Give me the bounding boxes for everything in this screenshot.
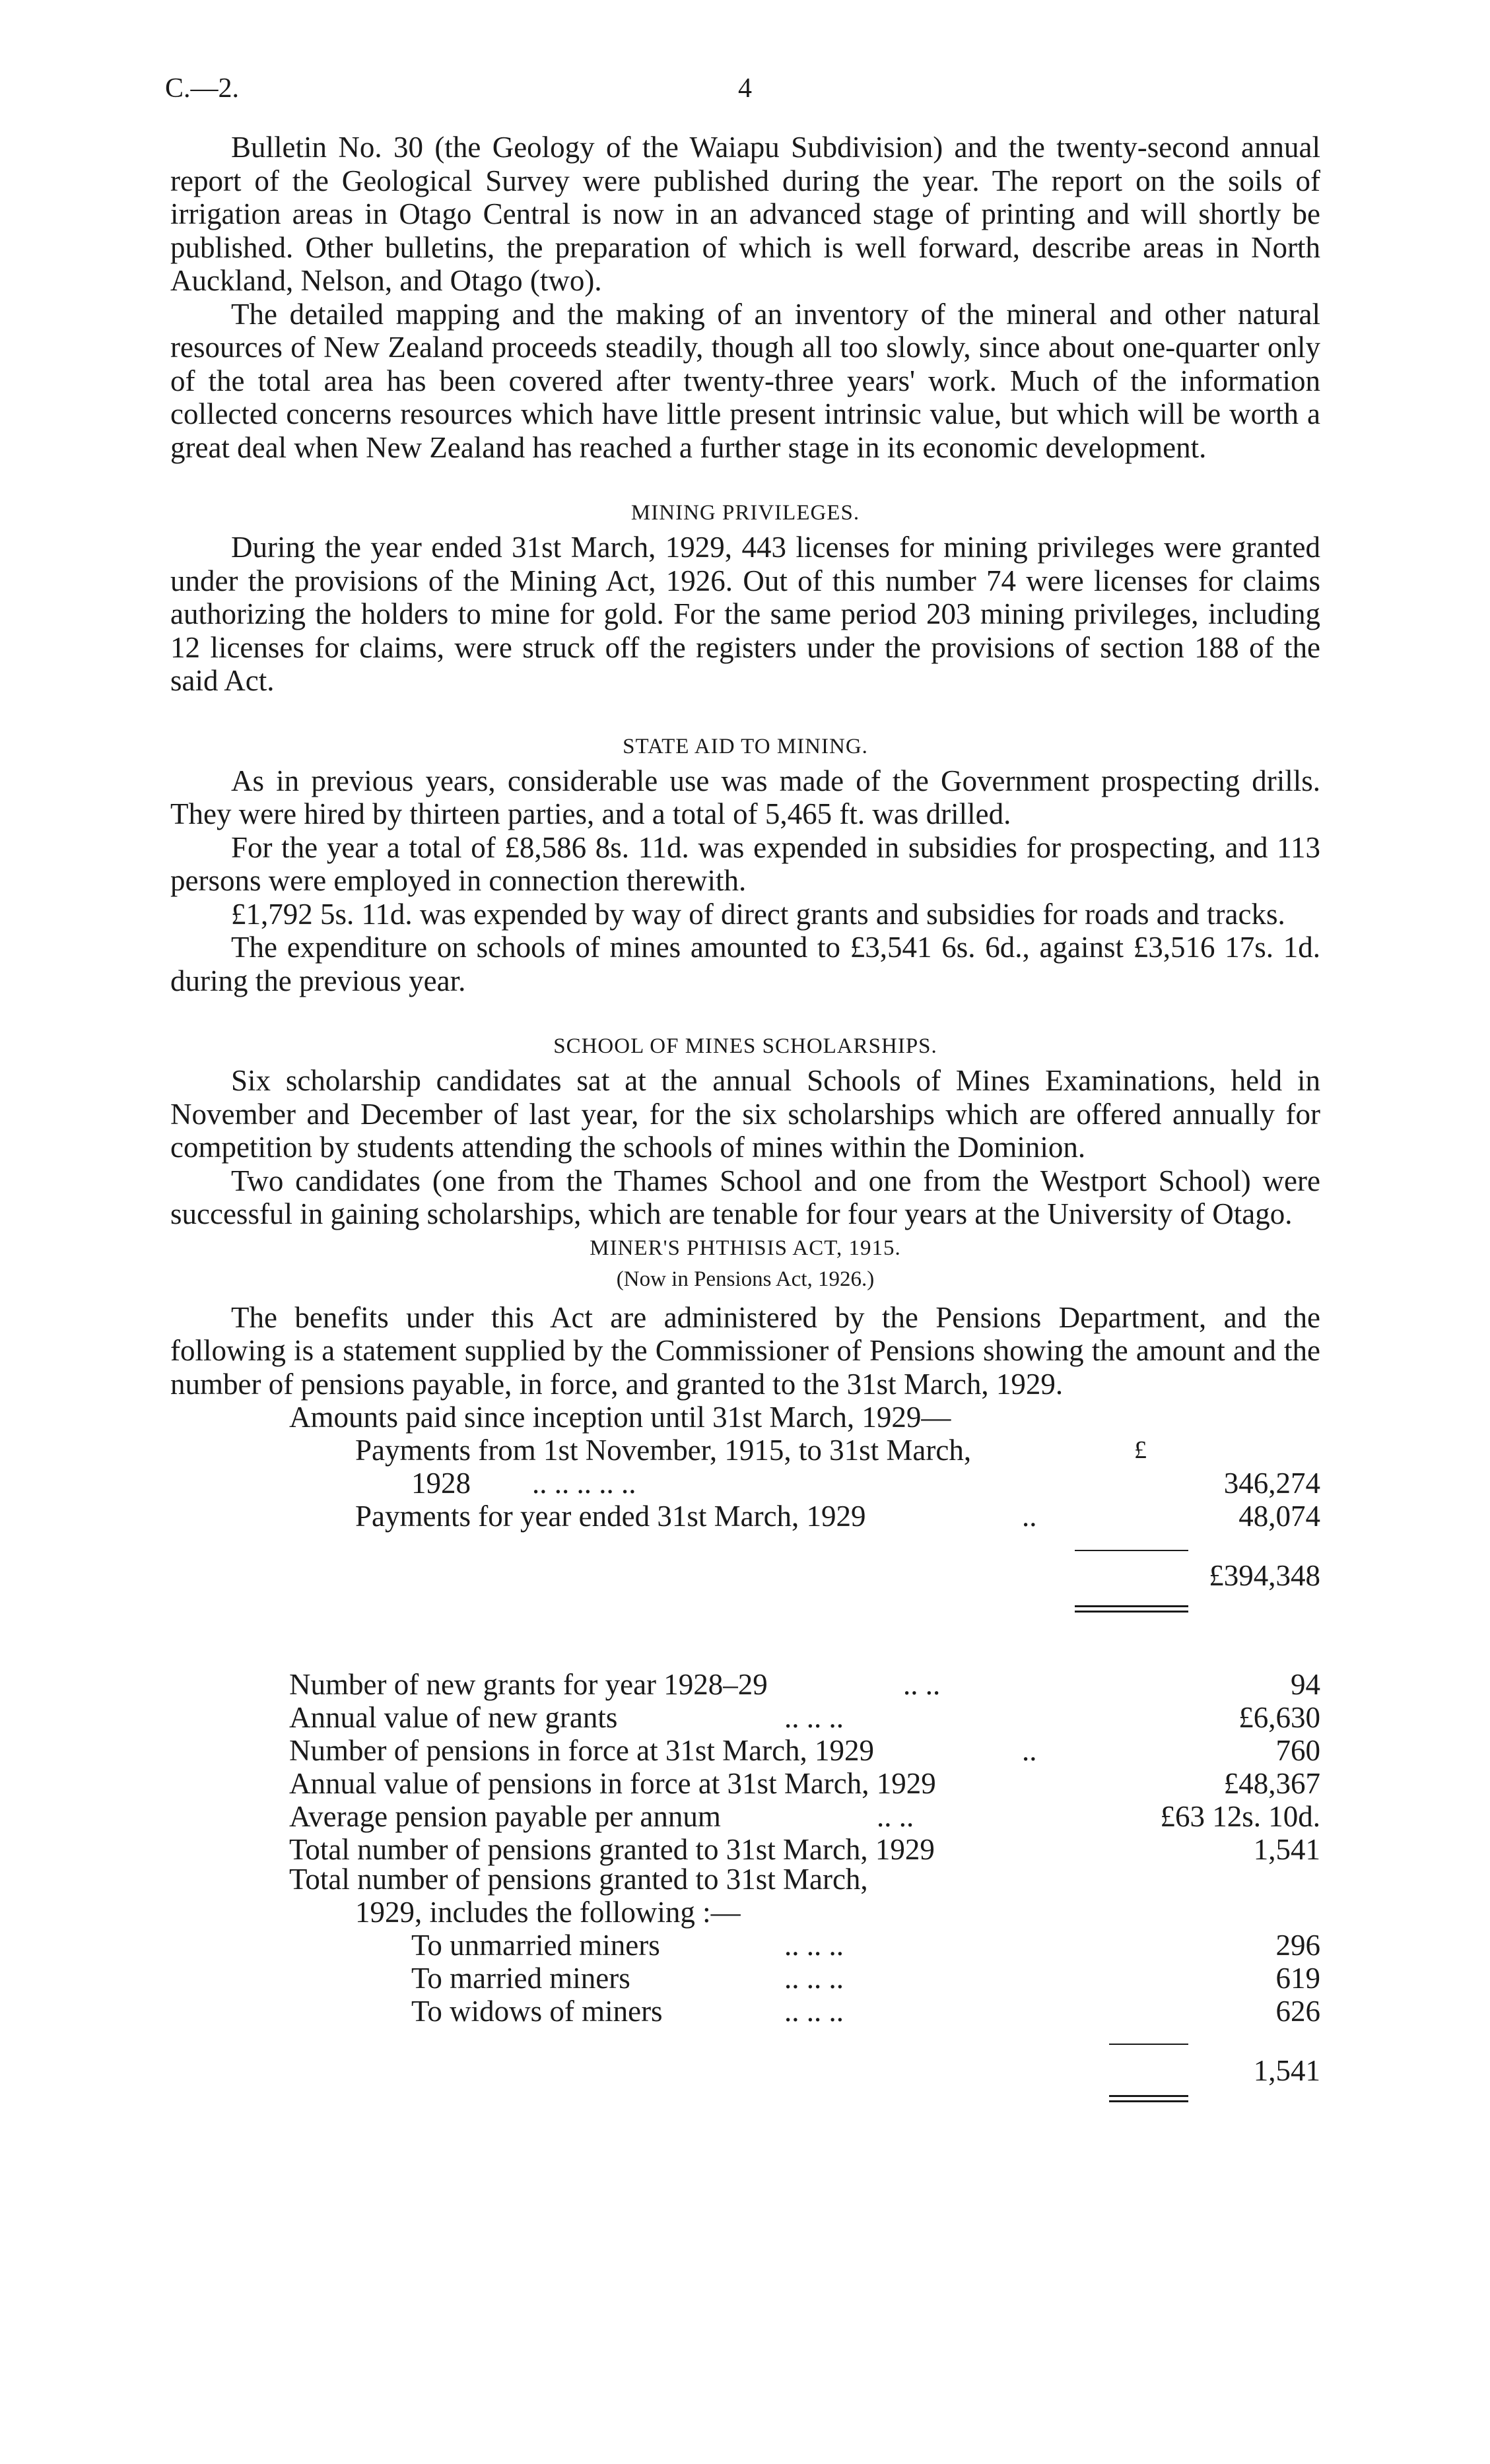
stat-label: Annual value of new grants — [289, 1701, 618, 1734]
stat-leaders: .. .. .. — [784, 1701, 844, 1734]
stat-label: Annual value of pensions in force at 31st March, 1929 — [289, 1767, 936, 1800]
amounts-row1-value: 346,274 — [1223, 1467, 1320, 1500]
pensions-breakdown — [170, 1863, 1320, 2180]
breakdown-row-value: 619 — [1275, 1962, 1320, 1995]
stat-value: £6,630 — [1238, 1701, 1320, 1734]
paragraph-candidates: Six scholarship candidates sat at the annual Schools of Mines Examinations, held in November and December of last year, for the six scholarships which are offered annually for competition by students attending the schools of mines within the Dominion. — [170, 1064, 1320, 1164]
stat-value: 94 — [1291, 1668, 1320, 1701]
breakdown-row-value: 626 — [1275, 1995, 1320, 2028]
breakdown-row-leaders: .. .. .. — [784, 1929, 844, 1962]
paragraph-mining-privileges: During the year ended 31st March, 1929, 443 licenses for mining privileges were granted under the provisions of the Mining Act, 1926. Out of this number 74 were licenses for claims authorizing the holders to mine for gold. For the same period 203 mining privileges, including 12 licenses for claims, were struck off the registers under the provisions of section 188 of the said Act. — [170, 531, 1320, 697]
amounts-row2-label: Payments for year ended 31st March, 1929 — [355, 1500, 866, 1533]
breakdown-row-leaders: .. .. .. — [784, 1962, 844, 1995]
breakdown-total-rule-2 — [1109, 2100, 1188, 2102]
breakdown-intro-2: 1929, includes the following :— — [355, 1896, 741, 1929]
amounts-total-rule-1 — [1075, 1605, 1188, 1607]
amounts-row1-year: 1928 — [411, 1467, 471, 1500]
amounts-row2-value: 48,074 — [1238, 1500, 1320, 1533]
page-number: 4 — [738, 73, 752, 104]
heading-mining-privileges: MINING PRIVILEGES. — [630, 501, 860, 525]
paragraph-bulletins: Bulletin No. 30 (the Geology of the Waiapu Subdivision) and the twenty-second annual report of the Geological Survey were published during the year. The report on the soils of irrigation areas in Otago Central is now in an advanced stage of printing and will shortly be published. Other bulletins, the preparation of which is well forward, describe areas in North Auckland, Nelson, and Otago (two). — [170, 131, 1320, 297]
breakdown-row-label: To unmarried miners — [411, 1929, 660, 1962]
currency-symbol: £ — [1134, 1436, 1147, 1464]
paragraph-mapping: The detailed mapping and the making of an inventory of the mineral and other natural resources of New Zealand proceeds steadily, though all too slowly, since about one-quarter only of the total area has been covered after twenty-three years' work. Much of the information collected concerns resources which have little present intrinsic value, but which will be worth a great deal when New Zealand has reached a further stage in its economic development. — [170, 297, 1320, 464]
breakdown-row-leaders: .. .. .. — [784, 1995, 844, 2028]
paragraph-subsidies: For the year a total of £8,586 8s. 11d. was expended in subsidies for prospecting, and 113 persons were employed in connection therewith. — [170, 830, 1320, 897]
amounts-row2-leaders: .. — [1022, 1500, 1037, 1533]
paragraph-drills: As in previous years, considerable use was made of the Government prospecting drills. They were hired by thirteen parties, and a total of 5,465 ft. was drilled. — [170, 764, 1320, 830]
stat-label: Number of new grants for year 1928–29 — [289, 1668, 768, 1701]
paragraph-grants: £1,792 5s. 11d. was expended by way of direct grants and subsidies for roads and tracks. — [231, 897, 1285, 931]
stat-leaders: .. — [1022, 1734, 1037, 1767]
stat-leaders: .. .. — [903, 1668, 941, 1701]
paragraph-schools-expenditure: The expenditure on schools of mines amounted to £3,541 6s. 6d., against £3,516 17s. 1d. during the previous year. — [170, 931, 1320, 997]
amounts-table — [170, 1401, 1320, 1866]
heading-phthisis-act: MINER'S PHTHISIS ACT, 1915. — [590, 1236, 901, 1260]
page-header — [165, 73, 1325, 112]
breakdown-row-label: To widows of miners — [411, 1995, 663, 2028]
amounts-total: £394,348 — [1209, 1559, 1320, 1592]
breakdown-total: 1,541 — [1253, 2054, 1320, 2087]
stat-label: Number of pensions in force at 31st March, 1929 — [289, 1734, 875, 1767]
amounts-intro: Amounts paid since inception until 31st March, 1929— — [289, 1401, 951, 1434]
stat-label: Average pension payable per annum — [289, 1800, 721, 1833]
subheading-pensions-act: (Now in Pensions Act, 1926.) — [616, 1267, 875, 1291]
breakdown-total-rule-1 — [1109, 2095, 1188, 2097]
page-body — [170, 131, 1320, 2180]
stat-value: 760 — [1275, 1734, 1320, 1767]
breakdown-row-label: To married miners — [411, 1962, 630, 1995]
amounts-total-rule-2 — [1075, 1611, 1188, 1613]
heading-state-aid: STATE AID TO MINING. — [623, 734, 868, 758]
stat-leaders: .. .. — [877, 1800, 914, 1833]
stat-value: £48,367 — [1223, 1767, 1320, 1800]
amounts-subtotal-rule — [1075, 1550, 1188, 1551]
amounts-row1-leaders: .. .. .. .. .. — [532, 1467, 636, 1500]
breakdown-intro-1: Total number of pensions granted to 31st March, — [289, 1863, 868, 1896]
paragraph-pensions: The benefits under this Act are administered by the Pensions Department, and the following is a statement supplied by the Commissioner of Pensions showing the amount and the number of pensions payable, in force, and granted to the 31st March, 1929. — [170, 1300, 1320, 1401]
stat-label: Total number of pensions granted to 31st March, 1929 — [289, 1833, 935, 1866]
document-reference: C.—2. — [165, 73, 240, 104]
breakdown-row-value: 296 — [1275, 1929, 1320, 1962]
stat-value: £63 12s. 10d. — [1160, 1800, 1320, 1833]
heading-scholarships: SCHOOL OF MINES SCHOLARSHIPS. — [553, 1034, 937, 1058]
amounts-row1-label: Payments from 1st November, 1915, to 31st March, — [355, 1434, 972, 1467]
breakdown-subtotal-rule — [1109, 2044, 1188, 2045]
stat-value: 1,541 — [1253, 1833, 1320, 1866]
paragraph-successful: Two candidates (one from the Thames School and one from the Westport School) were successful in gaining scholarships, which are tenable for four years at the University of Otago. — [170, 1164, 1320, 1230]
